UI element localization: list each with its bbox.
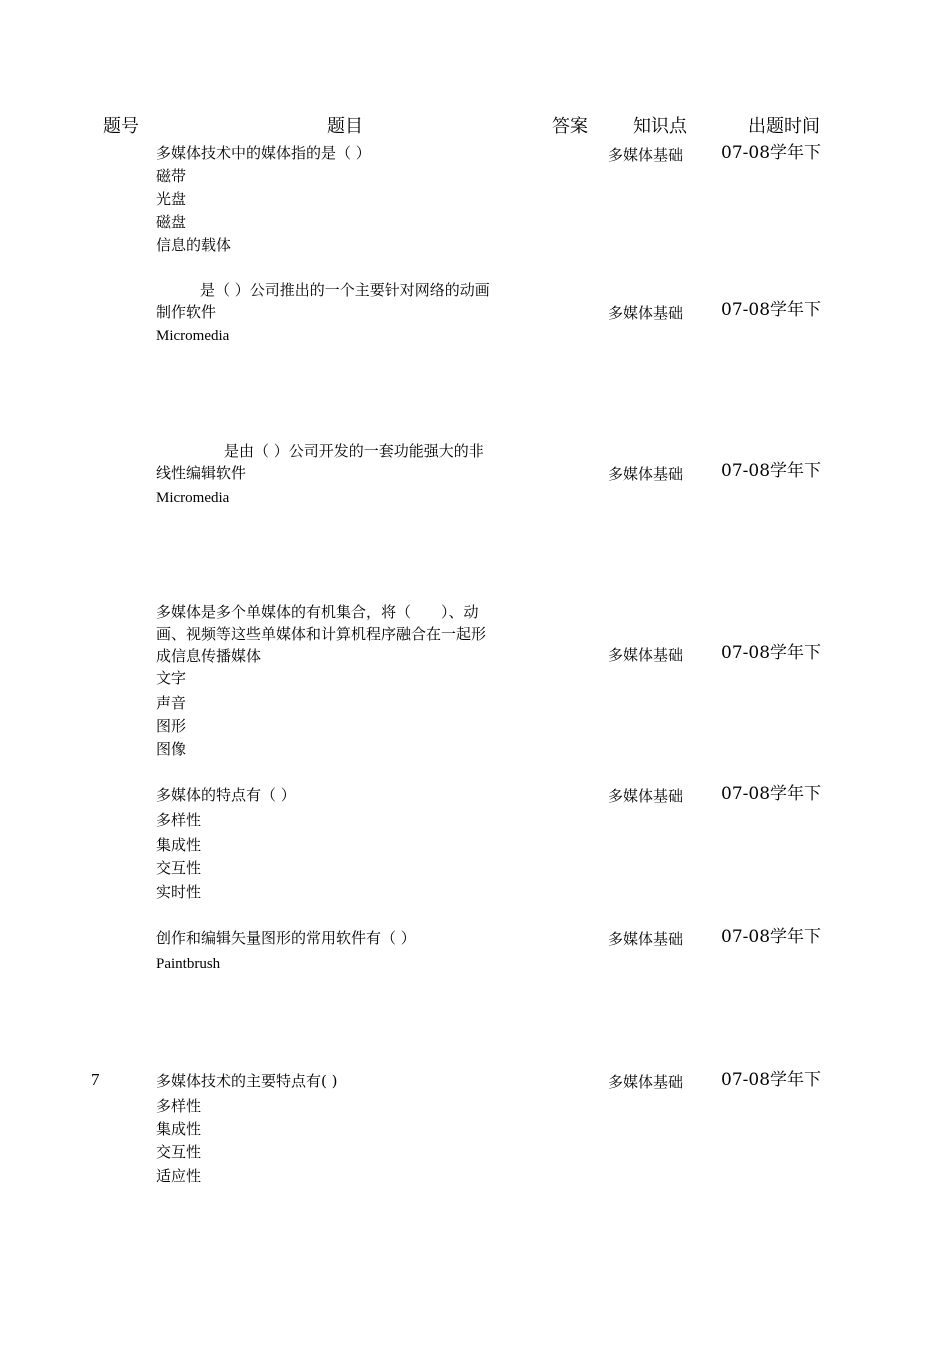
knowledge-point: 多媒体基础 — [608, 146, 684, 164]
question-line: 多媒体技术的主要特点有( ) — [156, 1072, 338, 1090]
question-line: 是由（ ）公司开发的一套功能强大的非 — [224, 442, 484, 460]
knowledge-point: 多媒体基础 — [608, 304, 684, 322]
option-line: 磁盘 — [156, 213, 187, 231]
option-line: 集成性 — [156, 836, 202, 854]
question-line: 多媒体技术中的媒体指的是（ ） — [156, 144, 371, 162]
header-number: 题号 — [103, 116, 139, 137]
question-line: 多媒体是多个单媒体的有机集合，将（ ）、动 — [156, 603, 479, 621]
question-time: 07-08学年下 — [721, 300, 822, 320]
option-line: 信息的载体 — [156, 236, 232, 254]
option-line: 多样性 — [156, 1097, 202, 1115]
question-time: 07-08学年下 — [721, 784, 822, 804]
knowledge-point: 多媒体基础 — [608, 787, 684, 805]
option-line: Micromedia — [156, 328, 230, 344]
header-time: 出题时间 — [748, 116, 820, 137]
option-line: Micromedia — [156, 490, 230, 506]
question-time: 07-08学年下 — [721, 927, 822, 947]
option-line: 适应性 — [156, 1167, 202, 1185]
question-number: 7 — [91, 1070, 100, 1089]
knowledge-point: 多媒体基础 — [608, 930, 684, 948]
question-line: 是（ ）公司推出的一个主要针对网络的动画 — [200, 281, 490, 299]
question-time: 07-08学年下 — [721, 143, 822, 163]
option-line: 图像 — [156, 740, 187, 758]
option-line: 光盘 — [156, 190, 187, 208]
question-time: 07-08学年下 — [721, 643, 822, 663]
question-line: 多媒体的特点有（ ） — [156, 786, 296, 804]
option-line: 文字 — [156, 669, 187, 687]
option-line: 交互性 — [156, 1143, 202, 1161]
option-line: 图形 — [156, 717, 187, 735]
header-knowledge-point: 知识点 — [633, 116, 687, 137]
option-line: Paintbrush — [156, 956, 221, 972]
question-line: 成信息传播媒体 — [156, 647, 262, 665]
knowledge-point: 多媒体基础 — [608, 465, 684, 483]
question-line: 创作和编辑矢量图形的常用软件有（ ） — [156, 929, 416, 947]
question-time: 07-08学年下 — [721, 461, 822, 481]
header-question: 题目 — [327, 116, 363, 137]
option-line: 交互性 — [156, 859, 202, 877]
question-time: 07-08学年下 — [721, 1070, 822, 1090]
question-line: 画、视频等这些单媒体和计算机程序融合在一起形 — [156, 625, 487, 643]
knowledge-point: 多媒体基础 — [608, 1073, 684, 1091]
option-line: 实时性 — [156, 883, 202, 901]
option-line: 磁带 — [156, 167, 187, 185]
option-line: 声音 — [156, 694, 187, 712]
option-line: 多样性 — [156, 811, 202, 829]
knowledge-point: 多媒体基础 — [608, 646, 684, 664]
question-line: 制作软件 — [156, 303, 217, 321]
header-answer: 答案 — [552, 116, 588, 137]
option-line: 集成性 — [156, 1120, 202, 1138]
question-line: 线性编辑软件 — [156, 464, 247, 482]
